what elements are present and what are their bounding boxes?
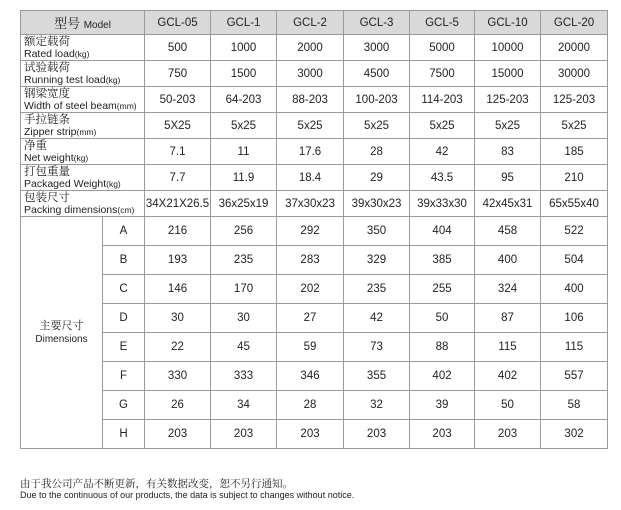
spec-label-en-text: Width of steel beam xyxy=(24,99,117,112)
dimension-value-cell: 235 xyxy=(344,275,410,304)
spec-label-en xyxy=(24,100,144,112)
dimension-value-cell: 400 xyxy=(541,275,608,304)
spec-value-cell: 125-203 xyxy=(475,87,541,113)
dimension-row xyxy=(21,304,608,333)
spec-value-cell: 7500 xyxy=(410,61,475,87)
spec-unit: (cm) xyxy=(117,204,135,215)
spec-row xyxy=(21,165,608,191)
dimension-value-cell: 203 xyxy=(344,420,410,449)
dimension-value-cell: 203 xyxy=(211,420,277,449)
dimension-value-cell: 87 xyxy=(475,304,541,333)
spec-value-cell: 3000 xyxy=(344,35,410,61)
dimension-row xyxy=(21,391,608,420)
model-name-cell: GCL-05 xyxy=(145,11,211,35)
spec-value-cell: 5x25 xyxy=(541,113,608,139)
model-label-zh: 型号 xyxy=(54,16,81,31)
dimension-value-cell: 235 xyxy=(211,246,277,275)
spec-value-cell: 4500 xyxy=(344,61,410,87)
dimension-value-cell: 203 xyxy=(277,420,344,449)
spec-value-cell: 114-203 xyxy=(410,87,475,113)
dimension-value-cell: 146 xyxy=(145,275,211,304)
spec-unit: (kg) xyxy=(105,74,121,85)
dimension-value-cell: 283 xyxy=(277,246,344,275)
spec-unit: (kg) xyxy=(73,152,89,163)
dimension-value-cell: 255 xyxy=(410,275,475,304)
dimension-value-cell: 202 xyxy=(277,275,344,304)
dimension-value-cell: 402 xyxy=(475,362,541,391)
dimension-value-cell: 50 xyxy=(475,391,541,420)
dimension-value-cell: 557 xyxy=(541,362,608,391)
dimension-value-cell: 115 xyxy=(475,333,541,362)
dimension-value-cell: 404 xyxy=(410,217,475,246)
spec-value-cell: 5x25 xyxy=(410,113,475,139)
spec-value-cell: 36x25x19 xyxy=(211,191,277,217)
header-row xyxy=(21,11,608,35)
dimension-value-cell: 302 xyxy=(541,420,608,449)
spec-row xyxy=(21,61,608,87)
dimension-value-cell: 28 xyxy=(277,391,344,420)
spec-value-cell: 11 xyxy=(211,139,277,165)
spec-value-cell: 5x25 xyxy=(211,113,277,139)
spec-label-zh: 包装尺寸 xyxy=(24,191,70,204)
dimension-value-cell: 32 xyxy=(344,391,410,420)
spec-label-zh: 净重 xyxy=(24,139,47,152)
spec-label-cell xyxy=(21,35,145,61)
spec-value-cell: 100-203 xyxy=(344,87,410,113)
dimension-value-cell: 106 xyxy=(541,304,608,333)
dimensions-label-cell xyxy=(21,217,103,449)
dimension-letter-cell: B xyxy=(103,246,145,275)
spec-row xyxy=(21,87,608,113)
spec-label-zh: 手拉链条 xyxy=(24,113,70,126)
dimension-value-cell: 329 xyxy=(344,246,410,275)
spec-label-zh: 打包重量 xyxy=(24,165,70,178)
dimension-value-cell: 324 xyxy=(475,275,541,304)
model-name-cell: GCL-10 xyxy=(475,11,541,35)
spec-value-cell: 5x25 xyxy=(344,113,410,139)
footnote-en: Due to the continuous of our products, the data is subject to changes without notice. xyxy=(20,490,355,500)
spec-row xyxy=(21,139,608,165)
spec-value-cell: 500 xyxy=(145,35,211,61)
model-name-cell: GCL-5 xyxy=(410,11,475,35)
spec-value-cell: 42x45x31 xyxy=(475,191,541,217)
dimension-value-cell: 402 xyxy=(410,362,475,391)
dimension-value-cell: 346 xyxy=(277,362,344,391)
spec-label-en xyxy=(24,178,144,190)
model-name-cell: GCL-2 xyxy=(277,11,344,35)
spec-label-en-text: Zipper strip xyxy=(24,125,77,138)
spec-value-cell: 5x25 xyxy=(475,113,541,139)
dimension-value-cell: 34 xyxy=(211,391,277,420)
dimensions-label-en: Dimensions xyxy=(35,333,88,345)
spec-value-cell: 50-203 xyxy=(145,87,211,113)
spec-value-cell: 210 xyxy=(541,165,608,191)
dimension-value-cell: 30 xyxy=(145,304,211,333)
model-name-cell: GCL-3 xyxy=(344,11,410,35)
dimension-value-cell: 39 xyxy=(410,391,475,420)
dimension-value-cell: 59 xyxy=(277,333,344,362)
dimension-letter-cell: C xyxy=(103,275,145,304)
spec-label-en xyxy=(24,48,144,60)
spec-value-cell: 18.4 xyxy=(277,165,344,191)
spec-value-cell: 125-203 xyxy=(541,87,608,113)
spec-label-zh: 试验载荷 xyxy=(24,61,70,74)
spec-value-cell: 42 xyxy=(410,139,475,165)
dimension-value-cell: 385 xyxy=(410,246,475,275)
dimension-row xyxy=(21,362,608,391)
spec-value-cell: 7.7 xyxy=(145,165,211,191)
dimensions-label-zh: 主要尺寸 xyxy=(39,319,84,332)
spec-value-cell: 83 xyxy=(475,139,541,165)
dimension-value-cell: 170 xyxy=(211,275,277,304)
dimension-value-cell: 203 xyxy=(410,420,475,449)
spec-label-cell xyxy=(21,113,145,139)
spec-value-cell: 750 xyxy=(145,61,211,87)
dimension-value-cell: 50 xyxy=(410,304,475,333)
spec-label-en-text: Net weight xyxy=(24,151,74,164)
dimension-value-cell: 73 xyxy=(344,333,410,362)
spec-unit: (mm) xyxy=(116,100,137,111)
dimension-value-cell: 350 xyxy=(344,217,410,246)
spec-value-cell: 34X21X26.5 xyxy=(145,191,211,217)
spec-value-cell: 5x25 xyxy=(277,113,344,139)
spec-value-cell: 10000 xyxy=(475,35,541,61)
dimension-value-cell: 256 xyxy=(211,217,277,246)
spec-label-en-text: Running test load xyxy=(24,73,106,86)
spec-label-en-text: Rated load xyxy=(24,47,75,60)
spec-label-en xyxy=(24,74,144,86)
spec-value-cell: 1500 xyxy=(211,61,277,87)
footnote xyxy=(20,479,354,501)
spec-label-cell xyxy=(21,87,145,113)
dimension-value-cell: 203 xyxy=(475,420,541,449)
spec-value-cell: 43.5 xyxy=(410,165,475,191)
spec-label-zh: 钢梁宽度 xyxy=(24,87,70,100)
spec-row xyxy=(21,191,608,217)
spec-value-cell: 39x33x30 xyxy=(410,191,475,217)
spec-unit: (mm) xyxy=(76,126,97,137)
dimension-value-cell: 22 xyxy=(145,333,211,362)
dimension-row xyxy=(21,420,608,449)
dimension-value-cell: 458 xyxy=(475,217,541,246)
dimension-row xyxy=(21,275,608,304)
footnote-zh: 由于我公司产品不断更新，有关数据改变，恕不另行通知。 xyxy=(20,478,293,490)
dimension-value-cell: 30 xyxy=(211,304,277,333)
spec-label-en-text: Packing dimensions xyxy=(24,203,118,216)
spec-row xyxy=(21,35,608,61)
spec-label-en-text: Packaged Weight xyxy=(24,177,107,190)
spec-value-cell: 3000 xyxy=(277,61,344,87)
dimension-value-cell: 58 xyxy=(541,391,608,420)
dimension-letter-cell: G xyxy=(103,391,145,420)
spec-value-cell: 7.1 xyxy=(145,139,211,165)
spec-value-cell: 5X25 xyxy=(145,113,211,139)
dimension-value-cell: 193 xyxy=(145,246,211,275)
spec-value-cell: 39x30x23 xyxy=(344,191,410,217)
dimension-letter-cell: H xyxy=(103,420,145,449)
model-name-cell: GCL-1 xyxy=(211,11,277,35)
dimension-value-cell: 115 xyxy=(541,333,608,362)
spec-label-cell xyxy=(21,191,145,217)
spec-label-en xyxy=(24,126,144,138)
dimension-value-cell: 42 xyxy=(344,304,410,333)
spec-value-cell: 11.9 xyxy=(211,165,277,191)
spec-value-cell: 5000 xyxy=(410,35,475,61)
spec-value-cell: 28 xyxy=(344,139,410,165)
dimension-value-cell: 203 xyxy=(145,420,211,449)
dimension-letter-cell: A xyxy=(103,217,145,246)
spec-value-cell: 1000 xyxy=(211,35,277,61)
spec-value-cell: 15000 xyxy=(475,61,541,87)
spec-table xyxy=(20,10,608,449)
spec-label-cell xyxy=(21,139,145,165)
spec-label-cell xyxy=(21,61,145,87)
spec-value-cell: 2000 xyxy=(277,35,344,61)
spec-value-cell: 88-203 xyxy=(277,87,344,113)
spec-unit: (kg) xyxy=(74,48,90,59)
dimension-value-cell: 333 xyxy=(211,362,277,391)
dimension-row xyxy=(21,217,608,246)
dimension-letter-cell: E xyxy=(103,333,145,362)
dimension-letter-cell: F xyxy=(103,362,145,391)
spec-unit: (kg) xyxy=(106,178,121,189)
dimension-value-cell: 330 xyxy=(145,362,211,391)
spec-label-en xyxy=(24,204,144,216)
spec-label-cell xyxy=(21,165,145,191)
dimension-value-cell: 400 xyxy=(475,246,541,275)
spec-value-cell: 17.6 xyxy=(277,139,344,165)
spec-value-cell: 64-203 xyxy=(211,87,277,113)
spec-value-cell: 29 xyxy=(344,165,410,191)
model-header-cell xyxy=(21,11,145,35)
spec-value-cell: 37x30x23 xyxy=(277,191,344,217)
spec-value-cell: 95 xyxy=(475,165,541,191)
spec-row xyxy=(21,113,608,139)
model-name-cell: GCL-20 xyxy=(541,11,608,35)
spec-label-zh: 额定载荷 xyxy=(24,35,70,48)
dimension-value-cell: 27 xyxy=(277,304,344,333)
model-label-en: Model xyxy=(83,20,111,31)
dimension-row xyxy=(21,246,608,275)
spec-value-cell: 30000 xyxy=(541,61,608,87)
dimension-value-cell: 292 xyxy=(277,217,344,246)
dimension-value-cell: 26 xyxy=(145,391,211,420)
dimension-row xyxy=(21,333,608,362)
dimension-value-cell: 88 xyxy=(410,333,475,362)
dimension-value-cell: 45 xyxy=(211,333,277,362)
dimension-value-cell: 355 xyxy=(344,362,410,391)
spec-value-cell: 65x55x40 xyxy=(541,191,608,217)
spec-value-cell: 185 xyxy=(541,139,608,165)
dimension-value-cell: 522 xyxy=(541,217,608,246)
spec-value-cell: 20000 xyxy=(541,35,608,61)
dimension-value-cell: 504 xyxy=(541,246,608,275)
dimension-value-cell: 216 xyxy=(145,217,211,246)
spec-label-en xyxy=(24,152,144,164)
dimension-letter-cell: D xyxy=(103,304,145,333)
